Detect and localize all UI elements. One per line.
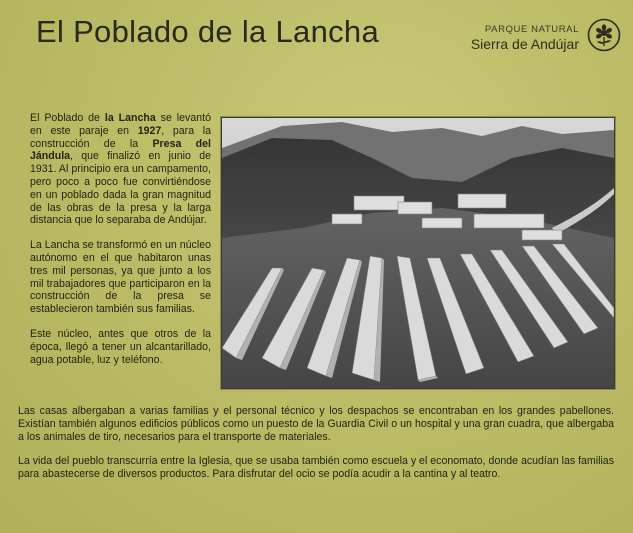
intro-p1-bold-2: 1927 — [137, 124, 162, 137]
intro-paragraph-2: La Lancha se transformó en un núcleo autónomo en el que habitaron unas tres mil personas, ya que junto a los mil trabajadores que participaron en la construcción de la presa se establecieron también sus familias. — [30, 239, 211, 316]
intro-p1-text-2: se levantó en este paraje en — [30, 112, 211, 137]
park-brand — [471, 24, 579, 52]
flower-emblem-icon — [587, 18, 621, 52]
intro-p1-bold-3: Presa del Jándula — [30, 137, 211, 163]
intro-text — [30, 112, 211, 378]
bottom-paragraph-1: Las casas albergaban a varias familias y el personal técnico y los despachos se encontraban en los grandes pabellones. Existían también algunos edificios públicos como un puesto de la Guardia Civil o un hospital y una gran cuadra, que albergaba a los animales de tiro, necesarios para el transporte de materiales. — [18, 405, 614, 443]
history-text — [18, 405, 614, 493]
brand-top-label: PARQUE NATURAL — [484, 24, 579, 35]
bottom-paragraph-2: La vida del pueblo transcurría entre la Iglesia, que se usaba también como escuela y el economato, donde acudían las familias para abastecerse de diversos productos. Para disfrutar del ocio se podía acudir a la cantina y al teatro. — [18, 455, 614, 481]
intro-paragraph-3: Este núcleo, antes que otros de la época, llegó a tener un alcantarillado, agua potable, luz y teléfono. — [30, 327, 211, 366]
intro-p1-text-3: , para la construcción de la — [30, 124, 212, 150]
intro-p1-text-4: , que finalizó en junio de 1931. Al principio era un campamento, pero poco a poco fue convirtiéndose en un poblado dada la gran magnitud de las obras de la presa y la larga distancia que lo separaba de Andújar. — [30, 150, 211, 227]
intro-p1-text-1: El Poblado de — [30, 112, 105, 124]
brand-main-label: Sierra de Andújar — [470, 36, 579, 52]
intro-p1-bold-1: la Lancha — [104, 112, 156, 124]
historic-village-photo — [221, 117, 615, 389]
intro-paragraph-1 — [30, 112, 211, 227]
page-title: El Poblado de la Lancha — [36, 14, 379, 49]
